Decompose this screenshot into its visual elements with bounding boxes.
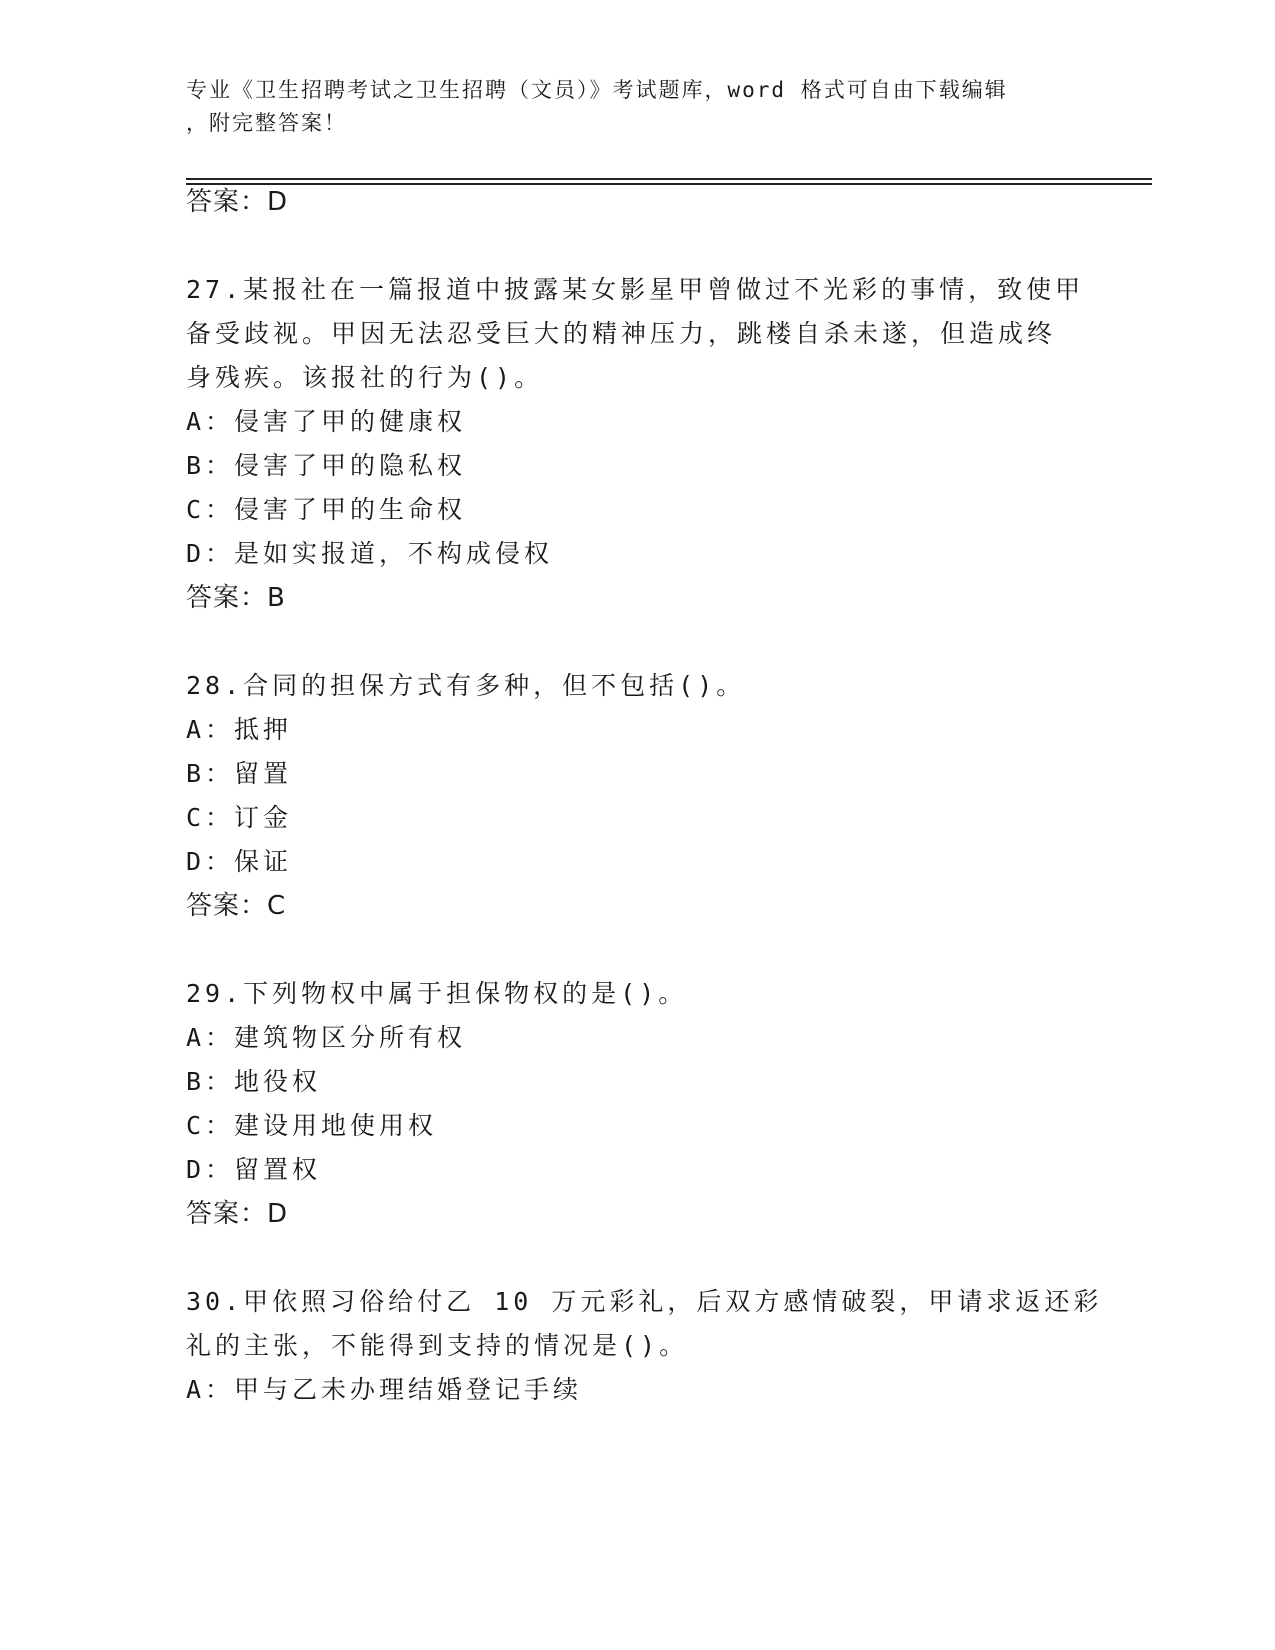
question-29-option-d: D：留置权 — [186, 1155, 322, 1184]
question-29-option-c: C：建设用地使用权 — [186, 1111, 438, 1140]
answer-27: 答案：B — [186, 583, 286, 613]
question-30-line-2: 礼的主张，不能得到支持的情况是()。 — [186, 1331, 689, 1360]
document-header — [186, 74, 1086, 140]
question-30-option-a: A：甲与乙未办理结婚登记手续 — [186, 1375, 583, 1404]
question-27-option-d: D：是如实报道，不构成侵权 — [186, 539, 554, 568]
question-28-option-c: C：订金 — [186, 803, 293, 832]
question-27-option-c: C：侵害了甲的生命权 — [186, 495, 467, 524]
question-27-line-2: 备受歧视。甲因无法忍受巨大的精神压力，跳楼自杀未遂，但造成终 — [186, 319, 1057, 348]
question-27-line-3: 身残疾。该报社的行为()。 — [186, 363, 544, 392]
question-28-option-b: B：留置 — [186, 759, 293, 788]
question-29-option-a: A：建筑物区分所有权 — [186, 1023, 467, 1052]
question-27-option-b: B：侵害了甲的隐私权 — [186, 451, 467, 480]
header-line-1: 专业《卫生招聘考试之卫生招聘（文员）》考试题库，word 格式可自由下载编辑 — [186, 78, 1008, 102]
answer-29: 答案：D — [186, 1199, 289, 1229]
question-27-option-a: A：侵害了甲的健康权 — [186, 407, 467, 436]
header-rule-top — [186, 178, 1152, 180]
answer-26: 答案：D — [186, 187, 289, 217]
question-28-line-1: 28.合同的担保方式有多种，但不包括()。 — [186, 671, 746, 700]
question-27-line-1: 27.某报社在一篇报道中披露某女影星甲曾做过不光彩的事情，致使甲 — [186, 275, 1085, 304]
question-30-line-1: 30.甲依照习俗给付乙 10 万元彩礼，后双方感情破裂，甲请求返还彩 — [186, 1287, 1103, 1316]
question-28-option-a: A：抵押 — [186, 715, 293, 744]
header-rule-bottom — [186, 183, 1152, 185]
header-line-2: ，附完整答案！ — [186, 111, 347, 135]
question-29-line-1: 29.下列物权中属于担保物权的是()。 — [186, 979, 688, 1008]
answer-28: 答案：C — [186, 891, 287, 921]
question-28-option-d: D：保证 — [186, 847, 293, 876]
question-29-option-b: B：地役权 — [186, 1067, 322, 1096]
